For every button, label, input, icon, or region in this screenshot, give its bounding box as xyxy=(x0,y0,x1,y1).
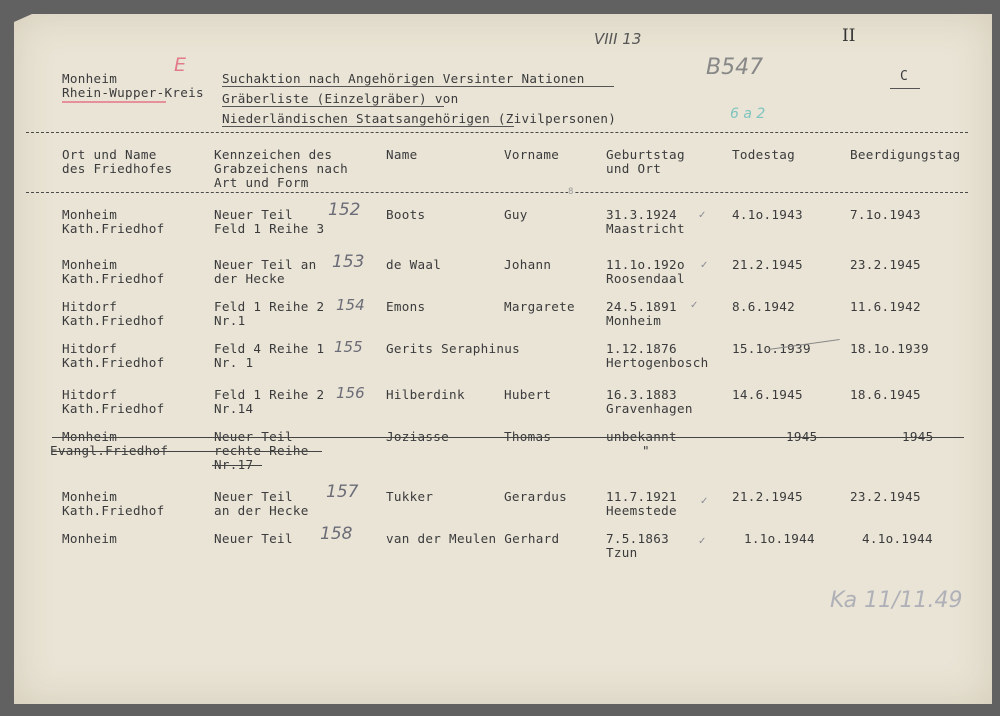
row-beerdigungstag: 23.2.1945 xyxy=(850,257,921,272)
row-name: Boots xyxy=(386,207,426,222)
row-geburtsort: Maastricht xyxy=(606,221,685,236)
row-friedhof: Evangl.Friedhof xyxy=(50,443,169,458)
col-beerdigungstag: Beerdigungstag xyxy=(850,147,961,162)
row-handwritten-number: 157 xyxy=(326,482,359,502)
row-kennzeichen: Feld 1 Reihe 2 xyxy=(214,299,325,314)
row-kennzeichen-3: Nr.17 xyxy=(214,457,254,472)
row-kennzeichen-2: Nr.1 xyxy=(214,313,246,328)
row-kennzeichen: Neuer Teil xyxy=(214,429,293,444)
page-letter: C xyxy=(900,69,909,84)
check-mark: ✓ xyxy=(700,260,709,271)
row-handwritten-number: 158 xyxy=(320,524,353,544)
row-geburtstag: 1.12.1876 xyxy=(606,341,677,356)
row-geburtsort: Gravenhagen xyxy=(606,401,693,416)
row-beerdigungstag: 18.1o.1939 xyxy=(850,341,929,356)
handwritten-roman-numeral: II xyxy=(842,26,856,46)
pencil-signature: Ka 11/11.49 xyxy=(830,588,963,613)
row-geburtstag: 11.7.1921 xyxy=(606,489,677,504)
row-kennzeichen: Feld 4 Reihe 1 xyxy=(214,341,325,356)
row-vorname: Thomas xyxy=(504,429,552,444)
row-handwritten-number: 152 xyxy=(328,200,361,220)
row-ort: Hitdorf xyxy=(62,387,118,402)
row-geburtstag: 24.5.1891 xyxy=(606,299,677,314)
row-geburtsort: Roosendaal xyxy=(606,271,685,286)
row-handwritten-number: 155 xyxy=(334,338,363,356)
row-friedhof: Kath.Friedhof xyxy=(62,355,165,370)
row-beerdigungstag: 18.6.1945 xyxy=(850,387,921,402)
row-handwritten-number: 153 xyxy=(332,252,365,272)
row-beerdigungstag: 7.1o.1943 xyxy=(850,207,921,222)
row-name: Hilberdink xyxy=(386,387,465,402)
row-ort: Hitdorf xyxy=(62,341,118,356)
row-name: Joziasse xyxy=(386,429,450,444)
row-beerdigungstag: 23.2.1945 xyxy=(850,489,921,504)
row-todestag: 21.2.1945 xyxy=(732,257,803,272)
rule-mark: 8 xyxy=(568,187,574,197)
row-vorname: Gerardus xyxy=(504,489,568,504)
row-vorname: Guy xyxy=(504,207,528,222)
row-geburtsort: " xyxy=(642,443,650,458)
row-kennzeichen: Feld 1 Reihe 2 xyxy=(214,387,325,402)
row-kennzeichen-2: rechte Reihe xyxy=(214,443,309,458)
row-beerdigungstag: 11.6.1942 xyxy=(850,299,921,314)
pencil-annotation: B547 xyxy=(706,55,764,80)
row-kennzeichen-2: Nr.14 xyxy=(214,401,254,416)
row-geburtstag: 31.3.1924 xyxy=(606,207,677,222)
row-beerdigungstag: 1945 xyxy=(902,429,934,444)
row-ort: Monheim xyxy=(62,429,118,444)
col-kennzeichen-line3: Art und Form xyxy=(214,175,309,190)
row-todestag: 1945 xyxy=(786,429,818,444)
row-name: van der Meulen Gerhard xyxy=(386,531,560,546)
title-underline-2 xyxy=(222,106,444,107)
strikethrough-line-3 xyxy=(212,465,262,466)
header-rule-top xyxy=(26,132,968,133)
row-friedhof: Kath.Friedhof xyxy=(62,271,165,286)
row-kennzeichen-2: Nr. 1 xyxy=(214,355,254,370)
district-name: Rhein-Wupper-Kreis xyxy=(62,85,204,100)
row-name: Emons xyxy=(386,299,426,314)
row-ort: Monheim xyxy=(62,531,118,546)
row-todestag: 14.6.1945 xyxy=(732,387,803,402)
document-subtitle: Gräberliste (Einzelgräber) von xyxy=(222,91,459,106)
row-ort: Monheim xyxy=(62,489,118,504)
row-todestag: 8.6.1942 xyxy=(732,299,796,314)
red-underline xyxy=(62,101,166,103)
row-todestag: 15.1o.1939 xyxy=(732,341,811,356)
title-underline-3 xyxy=(222,126,514,127)
row-ort: Monheim xyxy=(62,207,118,222)
title-underline-1 xyxy=(222,86,614,87)
row-kennzeichen-2: an der Hecke xyxy=(214,503,309,518)
row-friedhof: Kath.Friedhof xyxy=(62,221,165,236)
col-kennzeichen-line2: Grabzeichens nach xyxy=(214,161,348,176)
col-ort-line1: Ort und Name xyxy=(62,147,157,162)
row-name: de Waal xyxy=(386,257,442,272)
header-rule-bottom xyxy=(26,192,968,193)
row-geburtstag: unbekannt xyxy=(606,429,677,444)
strikethrough-line xyxy=(52,437,964,438)
row-ort: Monheim xyxy=(62,257,118,272)
strikethrough-line-2 xyxy=(52,451,322,452)
row-handwritten-number: 154 xyxy=(336,296,365,314)
row-friedhof: Kath.Friedhof xyxy=(62,401,165,416)
row-handwritten-number: 156 xyxy=(336,384,365,402)
col-vorname: Vorname xyxy=(504,147,560,162)
row-kennzeichen-2: Feld 1 Reihe 3 xyxy=(214,221,325,236)
row-geburtsort: Tzun xyxy=(606,545,638,560)
teal-annotation: 6 a 2 xyxy=(730,106,766,122)
handwritten-archive-number: VIII 13 xyxy=(594,30,642,48)
row-kennzeichen: Neuer Teil xyxy=(214,531,293,546)
red-annotation: E xyxy=(174,54,187,76)
row-todestag: 4.1o.1943 xyxy=(732,207,803,222)
col-todestag: Todestag xyxy=(732,147,796,162)
row-name: Tukker xyxy=(386,489,434,504)
row-friedhof: Kath.Friedhof xyxy=(62,503,165,518)
document-title: Suchaktion nach Angehörigen Versinter Nationen xyxy=(222,71,585,86)
row-geburtsort: Hertogenbosch xyxy=(606,355,709,370)
col-ort-line2: des Friedhofes xyxy=(62,161,173,176)
document-subtitle-2: Niederländischen Staatsangehörigen (Zivilpersonen) xyxy=(222,111,617,126)
check-mark: ✓ xyxy=(698,210,707,221)
page-letter-underline xyxy=(890,88,920,89)
row-vorname: Hubert xyxy=(504,387,552,402)
col-kennzeichen-line1: Kennzeichen des xyxy=(214,147,333,162)
row-kennzeichen: Neuer Teil xyxy=(214,207,293,222)
row-vorname: Margarete xyxy=(504,299,575,314)
row-vorname: Johann xyxy=(504,257,552,272)
col-name: Name xyxy=(386,147,418,162)
row-kennzeichen-2: der Hecke xyxy=(214,271,285,286)
col-geburtstag-line1: Geburtstag xyxy=(606,147,685,162)
check-mark: ✓ xyxy=(698,536,707,547)
row-beerdigungstag: 4.1o.1944 xyxy=(862,531,933,546)
row-ort: Hitdorf xyxy=(62,299,118,314)
check-mark: ✓ xyxy=(690,300,699,311)
check-mark: ✓ xyxy=(700,496,709,507)
row-name: Gerits Seraphinus xyxy=(386,341,520,356)
row-kennzeichen: Neuer Teil an xyxy=(214,257,317,272)
row-geburtsort: Monheim xyxy=(606,313,662,328)
place-name: Monheim xyxy=(62,71,118,86)
row-geburtsort: Heemstede xyxy=(606,503,677,518)
col-geburtstag-line2: und Ort xyxy=(606,161,662,176)
row-geburtstag: 11.1o.192o xyxy=(606,257,685,272)
row-geburtstag: 16.3.1883 xyxy=(606,387,677,402)
row-geburtstag: 7.5.1863 xyxy=(606,531,670,546)
row-todestag: 21.2.1945 xyxy=(732,489,803,504)
row-kennzeichen: Neuer Teil xyxy=(214,489,293,504)
row-friedhof: Kath.Friedhof xyxy=(62,313,165,328)
row-todestag: 1.1o.1944 xyxy=(744,531,815,546)
